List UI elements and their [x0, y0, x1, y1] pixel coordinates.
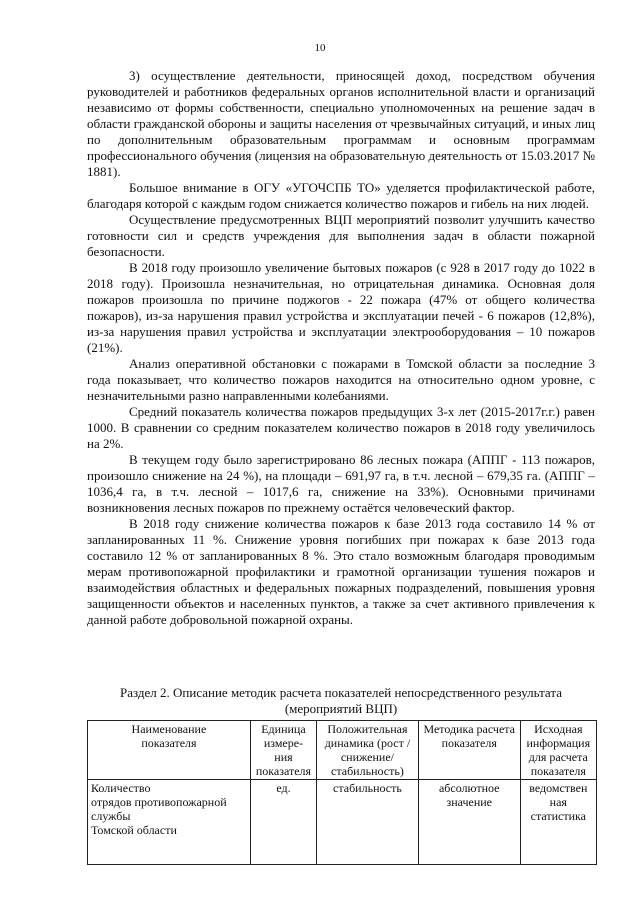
- header-text: Единица: [261, 722, 306, 736]
- cell-text: ведомствен: [529, 781, 588, 795]
- cell-text: Томской области: [91, 823, 177, 837]
- cell-text: ед.: [276, 781, 291, 795]
- page-number: 10: [314, 42, 326, 54]
- header-text: измере-: [263, 736, 304, 750]
- cell-dynamics: [317, 780, 419, 865]
- header-text: показателя: [530, 764, 586, 778]
- header-indicator-name: [88, 721, 251, 780]
- header-dynamics: [317, 721, 419, 780]
- header-text: показателя: [441, 736, 497, 750]
- table-header-row: [88, 721, 597, 780]
- header-text: Положительная: [327, 722, 408, 736]
- cell-indicator-name: [88, 780, 251, 865]
- methods-table: [87, 720, 597, 865]
- section-title-subline: (мероприятий ВЦП): [284, 701, 398, 716]
- paragraph-reduction-results: В 2018 году снижение количества пожаров к базе 2013 года составило 14 % от запланированных 11 %. Снижение уровня погибших при пожарах к базе 2013 года составило 12 % от запланированных 8 %. Это стало возможным благодаря проводимым мерам противопожарной профилактики и грамотной организации тушения пожаров и взаимодействия областных и федеральных пожарных подразделений, повышения уровня защищенности объектов и населенных пунктов, а также за счет активного привлечения к данной работе добровольной пожарной охраны.: [87, 516, 595, 627]
- cell-text: статистика: [530, 809, 586, 823]
- cell-text: стабильность: [333, 781, 402, 795]
- paragraph-forest-fires: В текущем году было зарегистрировано 86 лесных пожара (АППГ - 113 пожаров, произошло снижение на 24 %), на площади – 691,97 га, в т.ч. лесной – 679,35 га. (АППГ – 1036,4 га, в т.ч. лесной – 1017,6 га, снижение на 33%). Основными причинами возникновения лесных пожаров по прежнему остаётся человеческий фактор.: [87, 452, 595, 515]
- cell-text: абсолютное: [438, 781, 500, 795]
- paragraph-readiness: Осуществление предусмотренных ВЦП мероприятий позволит улучшить качество готовности сил и средств учреждения для выполнения задач в области пожарной безопасности.: [87, 212, 595, 259]
- header-text: информация: [526, 736, 591, 750]
- paragraph-average-indicator: Средний показатель количества пожаров предыдущих 3-х лет (2015-2017г.г.) равен 1000. В сравнении со средним показателем количество пожаров в 2018 году увеличилось на 2%.: [87, 404, 595, 451]
- cell-method: [418, 780, 520, 865]
- cell-source: [520, 780, 596, 865]
- paragraph-activity: 3) осуществление деятельности, приносящей доход, посредством обучения руководителей и работников федеральных органов исполнительной власти и организаций независимо от формы собственности, специально уполномоченных на решение задач в области гражданской обороны и защиты населения от чрезвычайных ситуаций, и иных лиц по дополнительным образовательным программам и основным программам профессионального обучения (лицензия на образовательную деятельность от 15.03.2017 № 1881).: [87, 68, 595, 179]
- cell-text: отрядов противопожарной: [91, 795, 227, 809]
- cell-unit: [250, 780, 316, 865]
- document-body: [87, 68, 595, 628]
- cell-text: службы: [91, 809, 131, 823]
- section-title: [87, 685, 595, 717]
- header-text: динамика (рост /: [324, 736, 411, 750]
- header-text: Наименование: [131, 722, 207, 736]
- header-text: Методика расчета: [423, 722, 516, 736]
- cell-text: ная: [549, 795, 567, 809]
- cell-text: значение: [446, 795, 492, 809]
- header-text: показателя: [141, 736, 197, 750]
- paragraph-household-fires: В 2018 году произошло увеличение бытовых пожаров (с 928 в 2017 году до 1022 в 2018 году). Произошла незначительная, но отрицательная динамика. Основная доля пожаров произошла по причине поджогов - 22 пожара (47% от общего количества пожаров), из-за нарушения правил устройства и эксплуатации печей - 6 пожаров (12,8%), из-за нарушения правил устройства и эксплуатации электрооборудования – 10 пожаров (21%).: [87, 260, 595, 355]
- header-unit: [250, 721, 316, 780]
- header-text: снижение/: [340, 750, 394, 764]
- paragraph-situation-analysis: Анализ оперативной обстановки с пожарами в Томской области за последние 3 года показывает, что количество пожаров находится на относительно одном уровне, с незначительными разно направленными колебаниями.: [87, 356, 595, 403]
- table-row: [88, 780, 597, 865]
- paragraph-prevention: Большое внимание в ОГУ «УГОЧСПБ ТО» уделяется профилактической работе, благодаря которой с каждым годом снижается количество пожаров и гибель на них людей.: [87, 180, 595, 211]
- header-text: стабильность): [331, 764, 404, 778]
- header-text: Исходная: [534, 722, 583, 736]
- header-method: [418, 721, 520, 780]
- header-text: ния: [274, 750, 293, 764]
- header-text: показателя: [255, 764, 312, 778]
- header-source: [520, 721, 596, 780]
- header-text: для расчета: [528, 750, 588, 764]
- section-title-line: Раздел 2. Описание методик расчета показателей непосредственного результата: [120, 685, 562, 700]
- cell-text: Количество: [91, 781, 151, 795]
